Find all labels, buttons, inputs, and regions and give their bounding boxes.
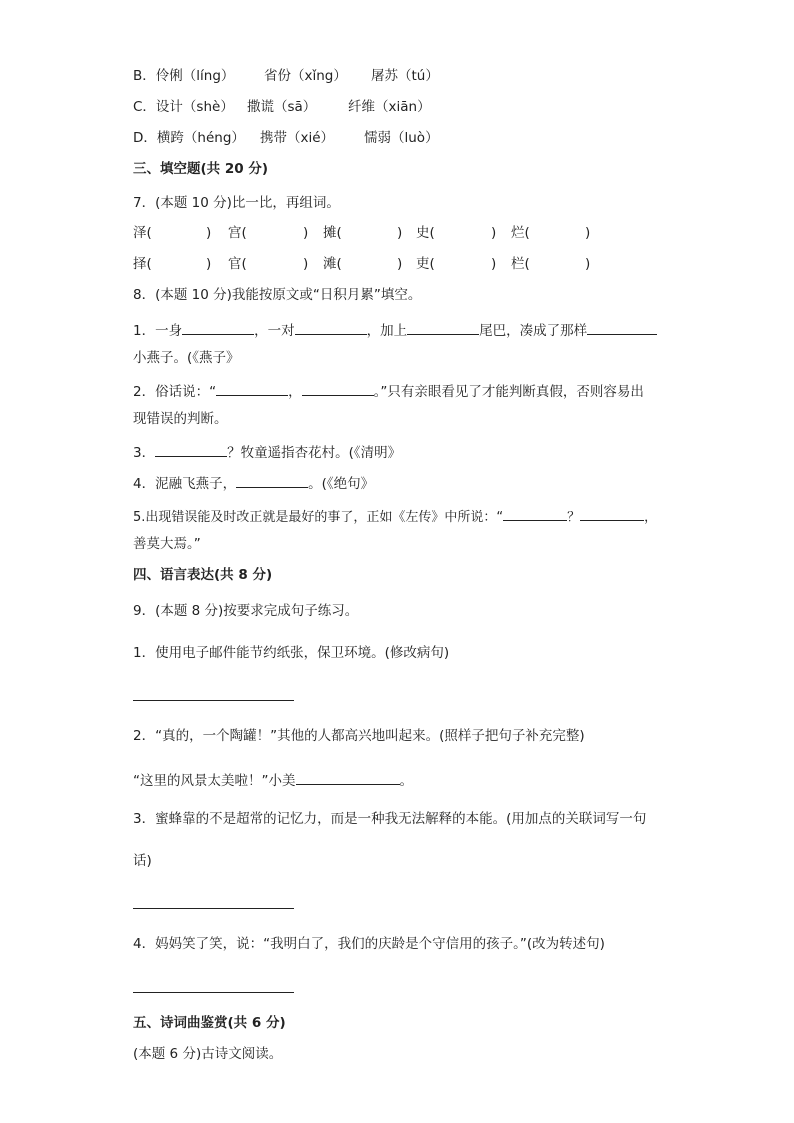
q8-i1-blank-4[interactable] bbox=[587, 319, 657, 335]
q7-r1-close-1: ) bbox=[206, 225, 212, 241]
q8-i1-text-a: 1．一身 bbox=[133, 323, 183, 339]
q7-r1-char-3: 摊( bbox=[323, 225, 342, 241]
option-b-word-1: B．伶俐（líng） bbox=[133, 68, 235, 84]
q8-i3-text-a: 3． bbox=[133, 445, 156, 461]
q8-i1-text-b: ，一对 bbox=[254, 323, 295, 339]
q8-i1-text-d: 尾巴，凑成了那样 bbox=[479, 323, 588, 339]
option-c-word-2: 撒谎（sā） bbox=[247, 99, 317, 115]
q7-r2-char-5: 栏( bbox=[511, 256, 530, 272]
q8-i3-blank-1[interactable] bbox=[155, 441, 227, 457]
q7-r2-char-2: 官( bbox=[228, 256, 247, 272]
q7-r2-close-1: ) bbox=[206, 256, 212, 272]
q9-i2-example-b: 。 bbox=[399, 773, 413, 789]
q8-title: 8．(本题 10 分)我能按原文或“日积月累”填空。 bbox=[133, 287, 422, 303]
q7-r1-close-5: ) bbox=[585, 225, 591, 241]
option-d-word-3: 懦弱（luò） bbox=[364, 130, 439, 146]
q9-title: 9．(本题 8 分)按要求完成句子练习。 bbox=[133, 603, 359, 619]
section-4-heading: 四、语言表达(共 8 分) bbox=[133, 567, 273, 583]
q9-answer-line-1[interactable] bbox=[133, 700, 294, 701]
option-c-word-3: 纤维（xiān） bbox=[348, 99, 431, 115]
q7-row-1 bbox=[133, 224, 613, 242]
q8-i1-text-c: ，加上 bbox=[366, 323, 408, 339]
q8-item-1 bbox=[133, 319, 657, 340]
option-b-word-2: 省份（xǐng） bbox=[264, 68, 347, 84]
q8-item-2-line-2: 现错误的判断。 bbox=[133, 411, 228, 427]
q8-item-3 bbox=[133, 441, 401, 462]
q8-i5-blank-1[interactable] bbox=[503, 505, 567, 521]
q9-item-1: 1．使用电子邮件能节约纸张，保卫环境。(修改病句) bbox=[133, 645, 450, 661]
q9-i2-example-a: “这里的风景太美啦！”小美 bbox=[133, 773, 296, 789]
q8-item-5-line-2: 善莫大焉。” bbox=[133, 536, 201, 552]
q8-i1-blank-3[interactable] bbox=[407, 319, 479, 335]
q8-i1-blank-2[interactable] bbox=[295, 319, 367, 335]
q9-item-3-line-2: 话) bbox=[133, 853, 152, 869]
section-3-heading: 三、填空题(共 20 分) bbox=[133, 161, 269, 177]
q8-i1-blank-1[interactable] bbox=[182, 319, 254, 335]
q8-i2-text-b: ， bbox=[288, 384, 302, 400]
option-d bbox=[133, 129, 653, 147]
q7-r1-char-4: 史( bbox=[416, 225, 435, 241]
q9-item-4: 4．妈妈笑了笑，说：“我明白了，我们的庆龄是个守信用的孩子。”(改为转述句) bbox=[133, 936, 605, 952]
q7-title: 7．(本题 10 分)比一比，再组词。 bbox=[133, 195, 340, 211]
q8-item-1-line-2: 小燕子。(《燕子》 bbox=[133, 350, 240, 366]
q7-row-2 bbox=[133, 255, 613, 273]
q9-answer-line-3[interactable] bbox=[133, 908, 294, 909]
q8-item-4 bbox=[133, 472, 374, 493]
q9-i2-blank[interactable] bbox=[296, 769, 400, 785]
q8-i2-blank-1[interactable] bbox=[216, 380, 288, 396]
q7-r1-close-4: ) bbox=[491, 225, 497, 241]
q7-r1-close-2: ) bbox=[303, 225, 309, 241]
q9-item-2-example bbox=[133, 769, 413, 790]
option-b-word-3: 屠苏（tú） bbox=[371, 68, 439, 84]
q8-i5-text-c: ， bbox=[644, 510, 658, 525]
q7-r2-char-3: 滩( bbox=[323, 256, 342, 272]
q8-i4-text-b: 。(《绝句》 bbox=[308, 476, 375, 492]
q7-r2-close-2: ) bbox=[303, 256, 309, 272]
q7-r2-close-3: ) bbox=[397, 256, 403, 272]
q8-i5-text-a: 5.出现错误能及时改正就是最好的事了，正如《左传》中所说：“ bbox=[133, 510, 504, 525]
option-c-word-1: C．设计（shè） bbox=[133, 99, 234, 115]
q9-answer-line-4[interactable] bbox=[133, 992, 294, 993]
option-d-word-1: D．横跨（héng） bbox=[133, 130, 245, 146]
q7-r2-close-5: ) bbox=[585, 256, 591, 272]
q8-i4-text-a: 4．泥融飞燕子， bbox=[133, 476, 237, 492]
option-d-word-2: 携带（xié） bbox=[260, 130, 335, 146]
section-5-heading: 五、诗词曲鉴赏(共 6 分) bbox=[133, 1015, 286, 1031]
q8-i3-text-b: ？牧童遥指杏花村。(《清明》 bbox=[227, 445, 402, 461]
q8-i2-text-c: 。”只有亲眼看见了才能判断真假，否则容易出 bbox=[373, 384, 644, 400]
q9-item-3: 3．蜜蜂靠的不是超常的记忆力，而是一种我无法解释的本能。(用加点的关联词写一句 bbox=[133, 811, 647, 827]
q8-i5-blank-2[interactable] bbox=[580, 505, 644, 521]
q8-item-2 bbox=[133, 380, 644, 401]
option-c bbox=[133, 98, 653, 116]
q7-r1-char-1: 泽( bbox=[133, 225, 152, 241]
q8-i2-text-a: 2．俗话说：“ bbox=[133, 384, 217, 400]
q7-r1-close-3: ) bbox=[397, 225, 403, 241]
section-5-intro: (本题 6 分)古诗文阅读。 bbox=[133, 1046, 283, 1062]
q7-r2-char-4: 吏( bbox=[416, 256, 435, 272]
q7-r2-char-1: 择( bbox=[133, 256, 152, 272]
q8-i5-text-b: ？ bbox=[567, 510, 581, 525]
q7-r1-char-2: 宫( bbox=[228, 225, 247, 241]
q7-r2-close-4: ) bbox=[491, 256, 497, 272]
q7-r1-char-5: 烂( bbox=[511, 225, 530, 241]
q9-item-2: 2．“真的，一个陶罐！”其他的人都高兴地叫起来。(照样子把句子补充完整) bbox=[133, 728, 585, 744]
option-b bbox=[133, 67, 653, 85]
q8-i4-blank-1[interactable] bbox=[236, 472, 308, 488]
q8-item-5 bbox=[133, 505, 657, 527]
q8-i2-blank-2[interactable] bbox=[302, 380, 374, 396]
